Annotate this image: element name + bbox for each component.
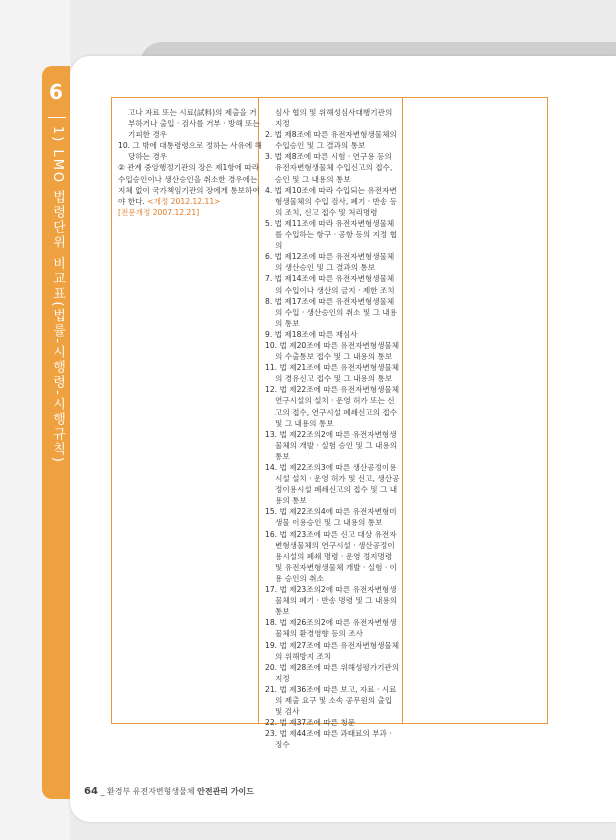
- column-divider: [402, 98, 403, 723]
- list-item: 3. 법 제8조에 따른 시험 · 연구용 등의 유전자변형생물체 수입신고의 접수, 승인 및 그 내용의 통보: [265, 152, 393, 184]
- column-decree: [265, 107, 400, 750]
- list-item: 20. 법 제28조에 따른 위해성평가기관의 지정: [265, 662, 400, 683]
- list-item: 22. 법 제37조에 따른 청문: [265, 718, 356, 728]
- list-item: 17. 법 제23조의2에 따른 유전자변형생물체의 폐기 · 반송 명령 및 그 내용의 통보: [265, 585, 398, 617]
- list-item: 9. 법 제18조에 따른 재심사: [265, 329, 358, 339]
- table-cell-text: [118, 162, 262, 206]
- list-item: 8. 법 제17조에 따른 유전자변형생물체의 수입 · 생산승인의 취소 및 그 내용의 통보: [265, 296, 398, 328]
- amendment-note: <개정 2012.12.11>: [147, 196, 221, 206]
- section-title: 1) LMO 법령단위 비교표(법률-시행령-시행규칙): [50, 126, 65, 464]
- footer-separator: _: [100, 787, 105, 796]
- page-number: 64: [84, 786, 98, 797]
- list-item: 6. 법 제12조에 따른 유전자변형생물체의 생산승인 및 그 결과의 통보: [265, 252, 395, 273]
- list-item: 2. 법 제8조에 따른 유전자변형생물체의 수입승인 및 그 결과의 통보: [265, 130, 397, 151]
- column-law: [118, 107, 262, 218]
- list-item: 13. 법 제22조의2에 따른 유전자변형생물체의 개발 · 실험 승인 및 그 내용의 통보: [265, 429, 398, 461]
- list-item: 5. 법 제11조에 따라 유전자변형생물체를 수입하는 항구 · 공항 등의 지정 협의: [265, 218, 398, 251]
- list-item: 18. 법 제26조의2에 따른 유전자변형생물체의 환경영향 등의 조사: [265, 618, 397, 639]
- list-item: 10. 법 제20조에 따른 유전자변형생물체의 수출통보 접수 및 그 내용의 통보: [265, 340, 400, 362]
- chapter-divider: [48, 117, 66, 118]
- footer-guide-title: 안전관리 가이드: [197, 787, 255, 796]
- list-item: 12. 법 제22조에 따른 유전자변형생물체 연구시설의 설치 · 운영 허가 또는 신고의 접수, 연구시설 폐쇄신고의 접수 및 그 내용의 통보: [265, 385, 400, 428]
- list-item: 11. 법 제21조에 따른 유전자변형생물체의 경유신고 접수 및 그 내용의 통보: [265, 363, 400, 384]
- chapter-number: 6: [49, 80, 63, 104]
- list-item: 23. 법 제44조에 따른 과태료의 부과 · 징수: [265, 729, 392, 750]
- footer-publisher: 환경부 유전자변형생물체: [107, 787, 195, 796]
- list-item: 19. 법 제27조에 따른 유전자변형생물체의 위해방지 조치: [265, 640, 400, 661]
- list-item: 15. 법 제22조의4에 따른 유전자변형미생물 이용승인 및 그 내용의 통보: [265, 507, 397, 528]
- list-item: 7. 법 제14조에 따른 유전자변형생물체의 수입이나 생산의 금지 · 제한 조치: [265, 274, 395, 295]
- page-footer: [84, 786, 254, 797]
- list-item: 4. 법 제10조에 따라 수입되는 유전자변형생물체의 수입 검사, 폐기 · 반송 등의 조치, 신고 접수 및 처리명령: [265, 185, 398, 217]
- list-item: 16. 법 제23조에 따른 신고 대상 유전자변형생물체의 연구시설 · 생산공정이용시설의 폐쇄 명령 · 운영 정지명령 및 유전자변형생물체 개발 · 실험 · 이용 승인의 취소: [265, 529, 398, 583]
- table-cell-text: 고나 자료 또는 시료(試料)의 제출을 거부하거나 출입 · 검사를 거부 · 방해 또는 기피한 경우: [128, 108, 260, 140]
- comparison-table: [111, 97, 548, 750]
- list-item: 14. 법 제22조의3에 따른 생산공정이용시설 설치 · 운영 허가 및 신고, 생산공정이용시설 폐쇄신고의 접수 및 그 내용의 통보: [265, 463, 400, 506]
- table-cell-text: 10. 그 밖에 대통령령으로 정하는 사유에 해당하는 경우: [118, 141, 262, 162]
- list-item: 21. 법 제36조에 따른 보고, 자료 · 시료의 제출 요구 및 소속 공무원의 출입 및 검사: [265, 684, 397, 717]
- table-cell-text-part: ② 관계 중앙행정기관의 장은 제1항에 따라 수입승인이나 생산승인을 취소한 경우에는 지체 없이 국가책임기관의 장에게 통보하여야 한다.: [118, 163, 260, 206]
- list-item: 심사 협의 및 위해성심사대행기관의 지정: [275, 108, 393, 129]
- revision-note: [전문개정 2007.12.21]: [118, 207, 200, 217]
